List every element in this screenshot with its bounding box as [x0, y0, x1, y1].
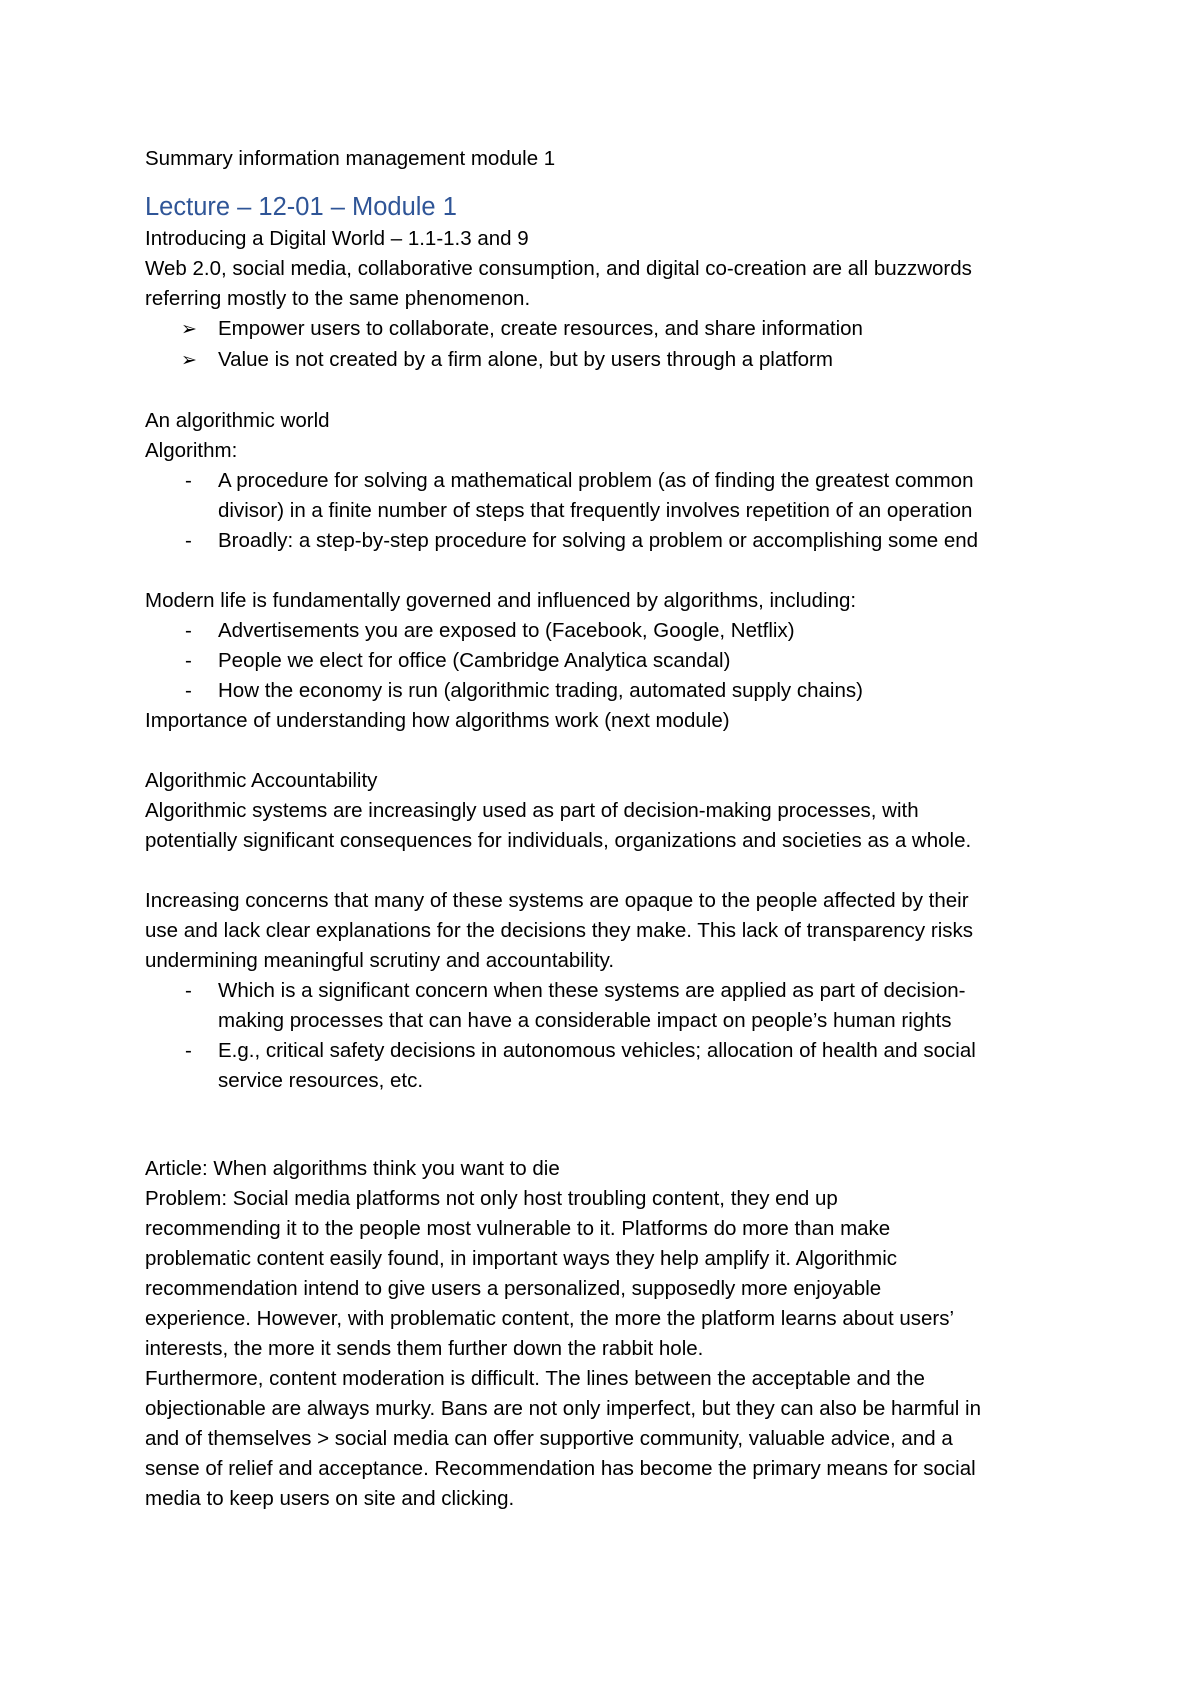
- article-line: Problem: Social media platforms not only host troubling content, they end up: [145, 1187, 838, 1210]
- bullet-text: Broadly: a step-by-step procedure for solving a problem or accomplishing some end: [218, 529, 979, 552]
- article-line: sense of relief and acceptance. Recommendation has become the primary means for social: [145, 1457, 976, 1480]
- definition-label: Algorithm:: [145, 439, 238, 462]
- list-item: [145, 676, 1075, 706]
- list-item: [145, 526, 1075, 556]
- dash-bullet: -: [185, 979, 192, 1002]
- bullet-text: Advertisements you are exposed to (Facebook, Google, Netflix): [218, 619, 795, 642]
- article-line: problematic content easily found, in important ways they help amplify it. Algorithmic: [145, 1247, 898, 1270]
- modern-life-intro: Modern life is fundamentally governed and influenced by algorithms, including:: [145, 589, 857, 612]
- list-item: [145, 1036, 1075, 1096]
- dash-bullet: -: [185, 1039, 192, 1062]
- list-item: [145, 466, 1075, 526]
- arrow-bullet-icon: ➢: [181, 350, 197, 371]
- paragraph-line: Increasing concerns that many of these systems are opaque to the people affected by their: [145, 889, 969, 912]
- article-line: experience. However, with problematic content, the more the platform learns about users’: [145, 1307, 955, 1330]
- bullet-text: A procedure for solving a mathematical problem (as of finding the greatest common: [218, 469, 974, 492]
- article-line: recommendation intend to give users a personalized, supposedly more enjoyable: [145, 1277, 882, 1300]
- dash-bullet: -: [185, 529, 192, 552]
- bullet-text: Which is a significant concern when these systems are applied as part of decision-: [218, 979, 966, 1002]
- list-item: [145, 345, 1075, 376]
- bullet-text: How the economy is run (algorithmic trading, automated supply chains): [218, 679, 863, 702]
- dash-bullet: -: [185, 649, 192, 672]
- paragraph-line: Algorithmic systems are increasingly used as part of decision-making processes, with: [145, 799, 919, 822]
- document-page: [145, 144, 1075, 1514]
- intro-line: Web 2.0, social media, collaborative consumption, and digital co-creation are all buzzwords: [145, 257, 972, 280]
- paragraph-line: potentially significant consequences for individuals, organizations and societies as a whole.: [145, 829, 972, 852]
- article-line: and of themselves > social media can offer supportive community, valuable advice, and a: [145, 1427, 953, 1450]
- lecture-heading: Lecture – 12-01 – Module 1: [145, 193, 457, 221]
- paragraph-line: undermining meaningful scrutiny and accountability.: [145, 949, 615, 972]
- document-title: Summary information management module 1: [145, 147, 556, 170]
- modern-life-outro: Importance of understanding how algorithms work (next module): [145, 709, 730, 732]
- article-line: interests, the more it sends them further down the rabbit hole.: [145, 1337, 704, 1360]
- bullet-text: People we elect for office (Cambridge Analytica scandal): [218, 649, 731, 672]
- bullet-text: Value is not created by a firm alone, but by users through a platform: [218, 348, 833, 371]
- list-item: [145, 616, 1075, 646]
- paragraph-line: use and lack clear explanations for the decisions they make. This lack of transparency risks: [145, 919, 973, 942]
- list-item: [145, 976, 1075, 1036]
- article-line: objectionable are always murky. Bans are not only imperfect, but they can also be harmful in: [145, 1397, 981, 1420]
- bullet-text: service resources, etc.: [218, 1069, 424, 1092]
- intro-subtitle: Introducing a Digital World – 1.1-1.3 and 9: [145, 227, 529, 250]
- article-line: recommending it to the people most vulnerable to it. Platforms do more than make: [145, 1217, 891, 1240]
- bullet-text: Empower users to collaborate, create resources, and share information: [218, 317, 863, 340]
- dash-bullet: -: [185, 679, 192, 702]
- bullet-text: E.g., critical safety decisions in autonomous vehicles; allocation of health and social: [218, 1039, 976, 1062]
- dash-bullet: -: [185, 469, 192, 492]
- bullet-text: divisor) in a finite number of steps that frequently involves repetition of an operation: [218, 499, 973, 522]
- list-item: [145, 646, 1075, 676]
- dash-bullet: -: [185, 619, 192, 642]
- bullet-text: making processes that can have a considerable impact on people’s human rights: [218, 1009, 952, 1032]
- article-line: Furthermore, content moderation is difficult. The lines between the acceptable and the: [145, 1367, 925, 1390]
- section-heading: Algorithmic Accountability: [145, 769, 378, 792]
- article-line: media to keep users on site and clicking.: [145, 1487, 515, 1510]
- article-title: Article: When algorithms think you want to die: [145, 1157, 560, 1180]
- arrow-bullet-icon: ➢: [181, 319, 197, 340]
- list-item: [145, 314, 1075, 345]
- section-heading: An algorithmic world: [145, 409, 330, 432]
- intro-line: referring mostly to the same phenomenon.: [145, 287, 531, 310]
